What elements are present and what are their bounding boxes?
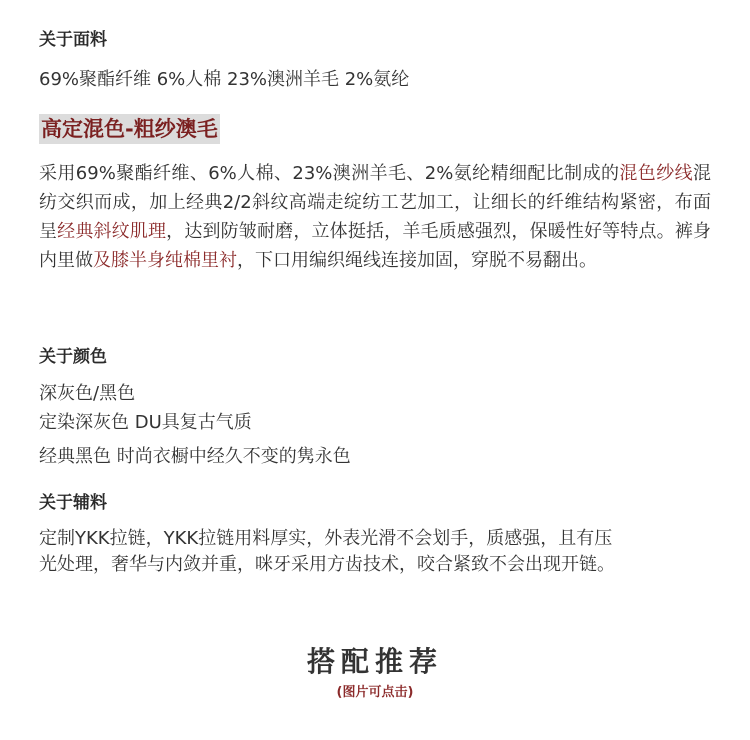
recommend-title: 搭配推荐 [306,645,443,678]
color-black-desc: 经典黑色 时尚衣橱中经久不变的隽永色 [39,446,351,467]
highlight-blended-yarn: 混色纱线 [619,163,693,184]
desc-text-4: ，下口用编织绳线连接加固，穿脱不易翻出。 [237,250,597,271]
highlight-cotton-lining: 及膝半身纯棉里衬 [93,250,237,271]
fabric-composition: 69%聚酯纤维 6%人棉 23%澳洲羊毛 2%氨纶 [39,69,410,90]
color-section-title: 关于颜色 [39,347,107,367]
color-grey-desc: 定染深灰色 DU具复古气质 [39,412,252,433]
highlight-twill-texture: 经典斜纹肌理 [57,221,167,242]
desc-text-1: 采用69%聚酯纤维、6%人棉、23%澳洲羊毛、2%氨纶精细配比制成的 [39,163,620,184]
accessories-section-title: 关于辅料 [39,493,107,513]
desc-text-3: ，达到防皱耐磨，立体挺括，羊毛质感强烈，保暖性好等特点。裤身内里做 [39,221,712,271]
recommend-note[interactable]: (图片可点击) [336,685,414,700]
feature-description [39,159,711,275]
feature-heading: 高定混色-粗纱澳毛 [39,114,220,144]
desc-text-2: 混纺交织而成，加上经典2/2斜纹高端走绽纺工艺加工，让细长的纤维结构紧密，布面呈 [39,163,711,242]
accessories-line-2: 光处理，奢华与内敛并重，咪牙采用方齿技术，咬合紧致不会出现开链。 [39,554,615,575]
accessories-line-1: 定制YKK拉链，YKK拉链用料厚实，外表光滑不会划手，质感强，且有压 [39,528,613,549]
fabric-section-title: 关于面料 [39,30,107,50]
color-options: 深灰色/黑色 [39,383,136,404]
